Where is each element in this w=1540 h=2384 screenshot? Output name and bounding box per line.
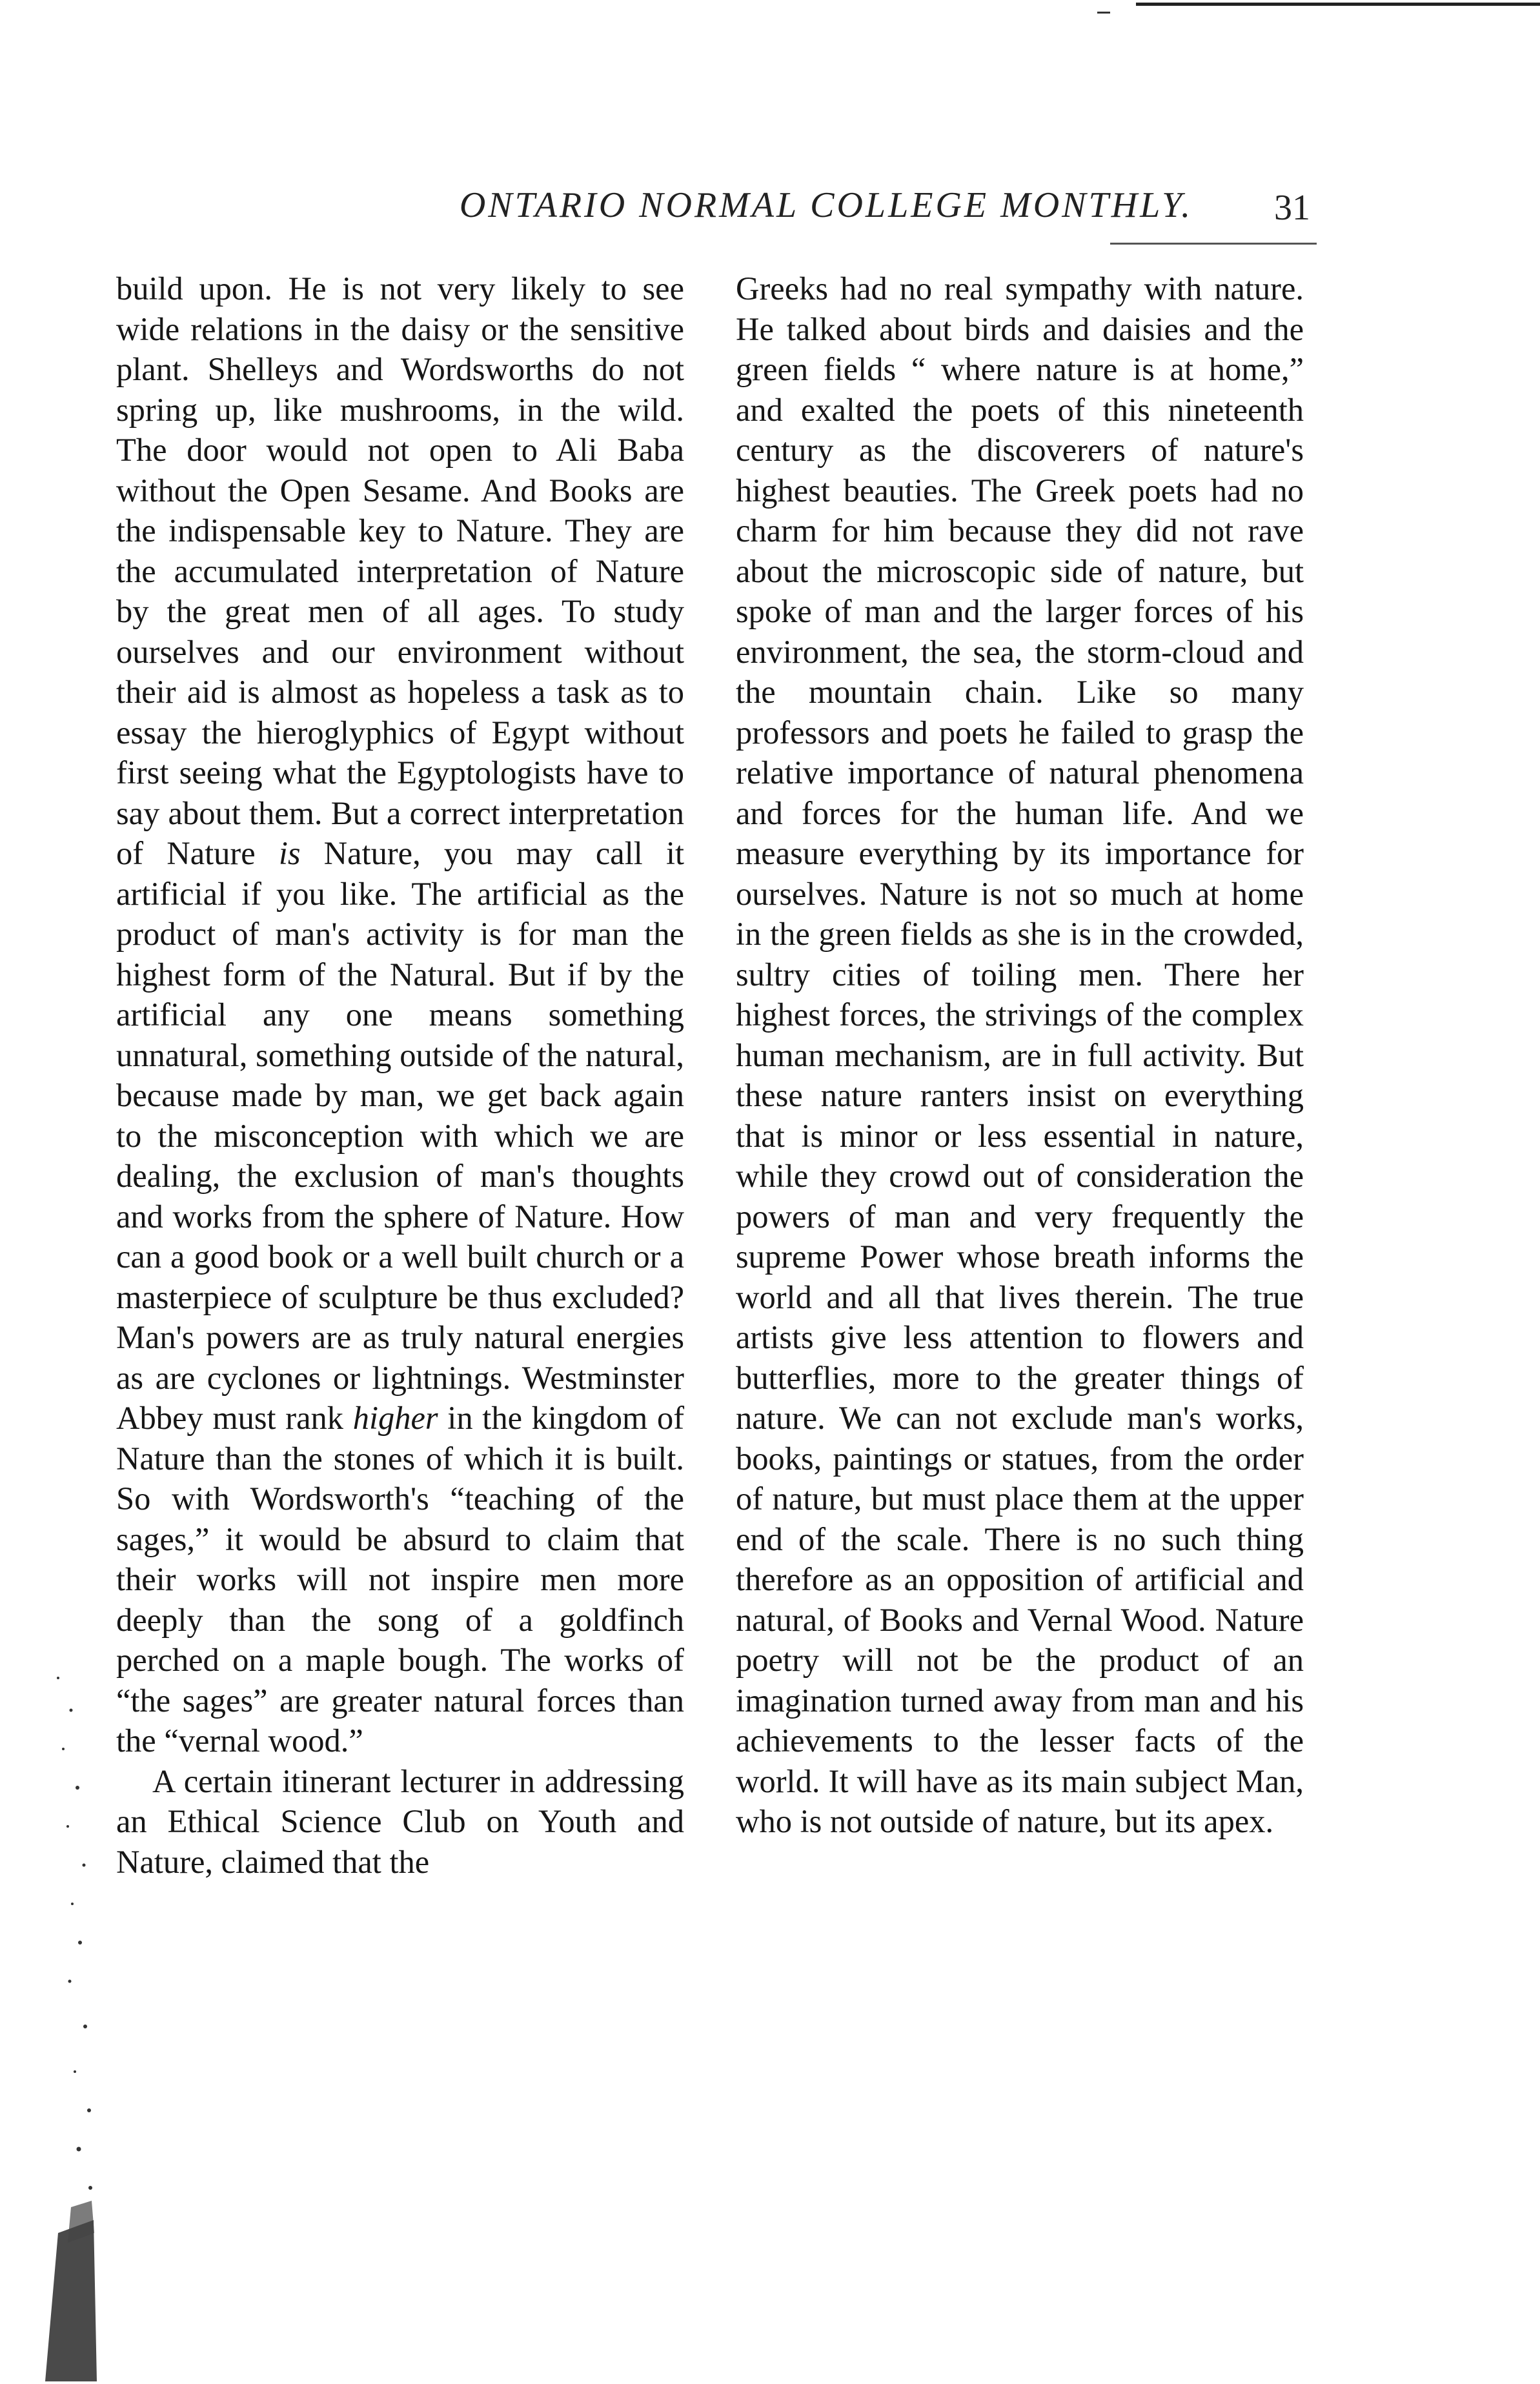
top-edge-mark: [1097, 12, 1110, 14]
left-paragraph-2: A certain itinerant lecturer in addressing an Ethical Science Club on Youth and Nature, claimed that the: [116, 1763, 684, 1880]
left-paragraph-1-text: build upon. He is not very likely to see wide relations in the daisy or the sensitive plant. Shelleys and Wordsworths do not spring up, like mushrooms, in the wild. The door would not open to Ali Baba without the Open Sesame. And Books are the indispensable key to Nature. They are the accumulated interpretation of Nature by the great men of all ages. To study ourselves and our environment without their aid is almost as hopeless a task as to essay the hieroglyphics of Egypt without first seeing what the Egyptologists have to say about them. But a correct interpretation of Nature: [116, 270, 684, 871]
header-rule: [1110, 243, 1317, 245]
right-column: [736, 268, 1304, 1842]
left-paragraph-1-end: in the kingdom of Nature than the stones of which it is built. So with Wordsworth's “teaching of the sages,” it would be absurd to claim that their works will not inspire men more deeply than the song of a goldfinch perched on a maple bough. The works of “the sages” are greater natural forces than the “vernal wood.”: [116, 1400, 685, 1759]
left-paragraph-1: [116, 268, 684, 1761]
binding-edge-noise: [32, 1665, 103, 2381]
left-paragraph-1-continued: Nature, you may call it artificial if you like. The artificial as the product of man's activity is for man the highest form of the Natural. But if by the artificial any one means something unnatural, something outside of the natural, because made by man, we get back again to the misconception with which we are dealing, the exclusion of man's thoughts and works from the sphere of Nature. How can a good book or a well built church or a masterpiece of sculpture be thus excluded? Man's powers are as truly natural energies as are cyclones or lightnings. Westminster Abbey must rank: [116, 835, 685, 1436]
emphasis-is: is: [278, 835, 301, 871]
running-title: ONTARIO NORMAL COLLEGE MONTHLY.: [459, 185, 1193, 225]
page-number: 31: [1274, 188, 1310, 228]
top-edge-rule: [1136, 3, 1540, 6]
left-column: [116, 268, 684, 1882]
right-paragraph-1: Greeks had no real sympathy with nature. He talked about birds and daisies and the green fields “ where nature is at home,” and exalted the poets of this nineteenth century as the discoverers of nature's highest beauties. The Greek poets had no charm for him because they did not rave about the microscopic side of nature, but spoke of man and the larger forces of his environment, the sea, the storm-cloud and the mountain chain. Like so many professors and poets he failed to grasp the relative importance of natural phenomena and forces for the human life. And we measure everything by its importance for ourselves. Nature is not so much at home in the green fields as she is in the crowded, sultry cities of toiling men. There her highest forces, the strivings of the complex human mechanism, are in full activity. But these nature ranters insist on everything that is minor or less essential in nature, while they crowd out of consideration the powers of man and very frequently the supreme Power whose breath informs the world and all that lives therein. The true artists give less attention to flowers and butterflies, more to the greater things of nature. We can not exclude man's works, books, paintings or statues, from the order of nature, but must place them at the upper end of the scale. There is no such thing therefore as an opposition of artificial and natural, of Books and Vernal Wood. Nature poetry will not be the product of an imagination turned away from man and his achievements to the lesser facts of the world. It will have as its main subject Man, who is not outside of nature, but its apex.: [736, 270, 1304, 1839]
emphasis-higher: higher: [352, 1400, 438, 1436]
